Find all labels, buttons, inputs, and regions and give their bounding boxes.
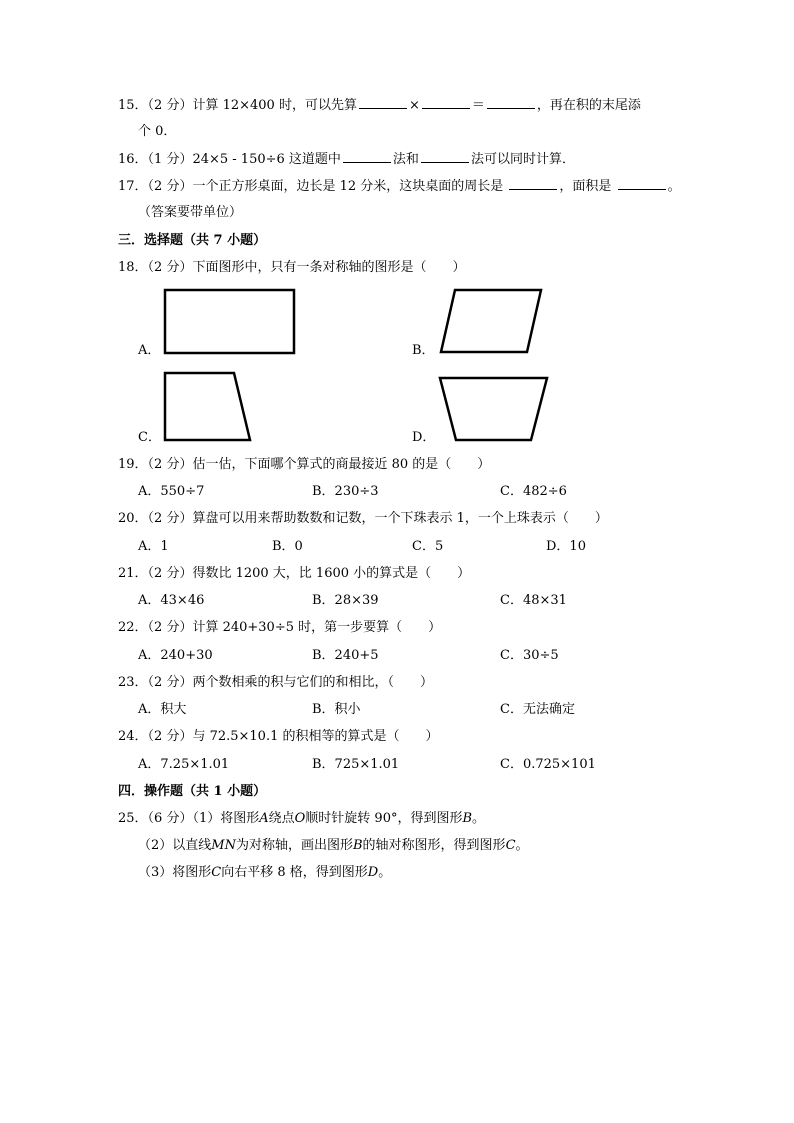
q25-text: 为对称轴，画出图形 [235,838,353,853]
question-25-part-1 [118,810,485,828]
question-22: 22．（2 分）计算 240+30÷5 时，第一步要算（ ） [118,620,442,635]
q18-option-a-label[interactable]: A． [138,343,161,358]
q22-option-c[interactable]: C．30÷5 [500,648,559,663]
figure-a-var: A [259,811,269,826]
q25-text: 的轴对称图形，得到图形 [362,838,506,853]
isosceles-trapezoid-figure [440,378,547,440]
q25-text: （3）将图形 [138,865,212,880]
q25-text: 向右平移 8 格，得到图形 [221,865,368,880]
line-mn-var: MN [211,838,236,853]
figure-b-var: B [352,838,363,853]
q18-option-c-label[interactable]: C． [138,430,161,445]
question-25-part-3 [138,864,391,882]
q17-text: 17．（2 分）一个正方形桌面，边长是 12 分米，这块桌面的周长是 [118,179,504,194]
q19-option-b[interactable]: B．230÷3 [312,484,379,499]
q20-option-a[interactable]: A．1 [138,539,169,554]
q21-option-c[interactable]: C．48×31 [500,593,567,608]
q16-suffix: 法可以同时计算． [470,152,575,167]
figure-b-var: B [462,811,473,826]
question-20: 20．（2 分）算盘可以用来帮助数数和记数，一个下珠表示 1，一个上珠表示（ ） [118,511,608,526]
q25-text: 。 [378,865,392,880]
q17-suffix: 。 [667,179,681,194]
q15-suffix: ，再在积的末尾添 [536,98,641,113]
q22-option-b[interactable]: B．240+5 [312,648,379,663]
section-4-heading: 四．操作题（共 1 小题） [118,784,267,799]
question-19: 19．（2 分）估一估，下面哪个算式的商最接近 80 的是（ ） [118,457,491,472]
q20-option-b[interactable]: B．0 [272,539,303,554]
question-18: 18．（2 分）下面图形中，只有一条对称轴的图形是（ ） [118,260,466,275]
question-24: 24．（2 分）与 72.5×10.1 的积相等的算式是（ ） [118,729,439,744]
q18-option-b-label[interactable]: B． [412,343,435,358]
parallelogram-figure [441,290,541,352]
q17-mid: ，面积是 [559,179,612,194]
q19-option-c[interactable]: C．482÷6 [500,484,567,499]
rectangle-figure [165,290,294,353]
question-25-part-2 [138,837,529,855]
q21-option-a[interactable]: A．43×46 [138,593,205,608]
equals-sign: ＝ [471,98,485,113]
q20-option-c[interactable]: C．5 [412,539,444,554]
q25-text: 绕点 [268,811,295,826]
q18-option-d-label[interactable]: D． [412,430,436,445]
q21-option-b[interactable]: B．28×39 [312,593,379,608]
question-23: 23．（2 分）两个数相乘的积与它们的和相比，（ ） [118,675,433,690]
q17-continuation: （答案要带单位） [138,205,243,220]
q25-text: 。 [472,811,486,826]
q15-text: 15．（2 分）计算 12×400 时，可以先算 [118,98,357,113]
q25-text: 。 [515,838,529,853]
q24-option-c[interactable]: C．0.725×101 [500,757,596,772]
q15-continuation: 个 0． [138,124,177,139]
point-o-var: O [294,811,306,826]
section-3-heading: 三．选择题（共 7 小题） [118,233,267,248]
q23-option-b[interactable]: B．积小 [312,702,361,717]
q16-mid: 法和 [392,152,419,167]
q22-option-a[interactable]: A．240+30 [138,648,213,663]
q23-option-a[interactable]: A．积大 [138,702,187,717]
q25-text: （2）以直线 [138,838,212,853]
q24-option-a[interactable]: A．7.25×1.01 [138,757,230,772]
q20-option-d[interactable]: D．10 [546,539,586,554]
right-trapezoid-figure [165,373,250,440]
figure-d-var: D [367,865,379,880]
q16-text: 16．（1 分）24×5 - 150÷6 这道题中 [118,152,341,167]
question-21: 21．（2 分）得数比 1200 大，比 1600 小的算式是（ ） [118,566,471,581]
q25-text: 顺时针旋转 90°，得到图形 [305,811,463,826]
q19-option-a[interactable]: A．550÷7 [138,484,205,499]
times-sign: × [408,98,420,113]
q24-option-b[interactable]: B．725×1.01 [312,757,400,772]
q23-option-c[interactable]: C．无法确定 [500,702,575,717]
q25-text: 25．（6 分）（1）将图形 [118,811,260,826]
figure-c-var: C [211,865,222,880]
figure-c-var: C [505,838,516,853]
